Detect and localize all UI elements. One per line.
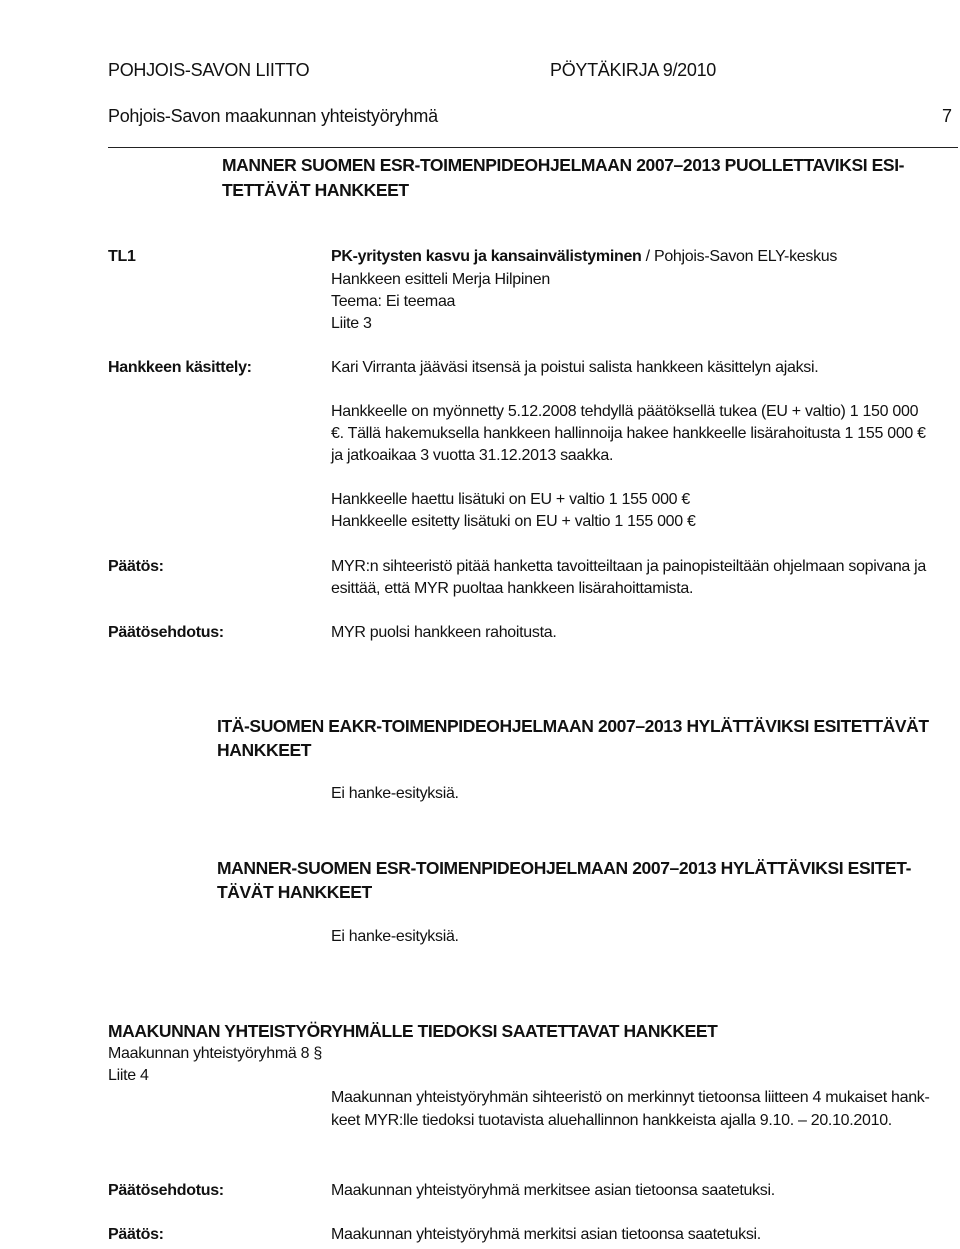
section4-text-line2: keet MYR:lle tiedoksi tuotavista aluehallinnon hankkeista ajalla 9.10. – 20.10.2010. [331, 1112, 892, 1129]
section3-title-line2: TÄVÄT HANKKEET [217, 882, 372, 902]
section4-attachment: Liite 4 [108, 1067, 149, 1084]
funding-info-line1: Hankkeelle on myönnetty 5.12.2008 tehdyllä päätöksellä tukea (EU + valtio) 1 150 000 [331, 403, 919, 420]
applied-support: Hankkeelle haettu lisätuki on EU + valtio 1 155 000 € [331, 491, 691, 508]
section2-title-line1: ITÄ-SUOMEN EAKR-TOIMENPIDEOHJELMAAN 2007–2013 HYLÄTTÄVIKSI ESITETTÄVÄT [217, 716, 929, 736]
handling-label: Hankkeen käsittely: [108, 359, 252, 376]
section4-reference: Maakunnan yhteistyöryhmä 8 § [108, 1045, 322, 1062]
decision-text-line1: MYR:n sihteeristö pitää hanketta tavoitteiltaan ja painopisteiltään ohjelmaan sopivana ja [331, 558, 927, 575]
project-code: TL1 [108, 248, 136, 265]
section4-proposal-label: Päätösehdotus: [108, 1182, 224, 1199]
funding-info-line3: ja jatkoaikaa 3 vuotta 31.12.2013 saakka. [331, 447, 614, 464]
section3-text: Ei hanke-esityksiä. [331, 928, 459, 945]
project-presenter: Hankkeen esitteli Merja Hilpinen [331, 271, 550, 288]
funding-info-line2: €. Tällä hakemuksella hankkeen hallinnoija hakee hankkeelle lisärahoitusta 1 155 000 € [331, 425, 926, 442]
project-theme: Teema: Ei teemaa [331, 293, 456, 310]
section4-decision-text: Maakunnan yhteistyöryhmä merkitsi asian tietoonsa saatetuksi. [331, 1226, 761, 1243]
project-attachment: Liite 3 [331, 315, 372, 332]
proposed-support: Hankkeelle esitetty lisätuki on EU + valtio 1 155 000 € [331, 513, 696, 530]
section1-title-line1: MANNER SUOMEN ESR-TOIMENPIDEOHJELMAAN 2007–2013 PUOLLETTAVIKSI ESI- [222, 155, 905, 175]
decision-label: Päätös: [108, 558, 164, 575]
proposal-text: MYR puolsi hankkeen rahoitusta. [331, 624, 557, 641]
group-name: Pohjois-Savon maakunnan yhteistyöryhmä [108, 106, 438, 126]
project-title [331, 247, 837, 267]
project-name: PK-yritysten kasvu ja kansainvälistyminen [331, 248, 642, 265]
header-rule [108, 147, 958, 148]
organization-name: POHJOIS-SAVON LIITTO [108, 60, 310, 80]
section4-title: MAAKUNNAN YHTEISTYÖRYHMÄLLE TIEDOKSI SAATETTAVAT HANKKEET [108, 1021, 718, 1041]
section2-text: Ei hanke-esityksiä. [331, 785, 459, 802]
section4-decision-label: Päätös: [108, 1226, 164, 1243]
section3-title-line1: MANNER-SUOMEN ESR-TOIMENPIDEOHJELMAAN 2007–2013 HYLÄTTÄVIKSI ESITET- [217, 858, 911, 878]
page-number: 7 [942, 106, 952, 126]
project-organization: / Pohjois-Savon ELY-keskus [641, 248, 838, 265]
proposal-label: Päätösehdotus: [108, 624, 224, 641]
section4-proposal-text: Maakunnan yhteistyöryhmä merkitsee asian tietoonsa saatetuksi. [331, 1182, 775, 1199]
decision-text-line2: esittää, että MYR puoltaa hankkeen lisärahoittamista. [331, 580, 694, 597]
section4-text-line1: Maakunnan yhteistyöryhmän sihteeristö on merkinnyt tietoonsa liitteen 4 mukaiset hank- [331, 1089, 930, 1106]
section2-title-line2: HANKKEET [217, 740, 312, 760]
handling-text: Kari Virranta jääväsi itsensä ja poistui salista hankkeen käsittelyn ajaksi. [331, 359, 819, 376]
section1-title-line2: TETTÄVÄT HANKKEET [222, 180, 409, 200]
document-title: PÖYTÄKIRJA 9/2010 [550, 60, 716, 80]
